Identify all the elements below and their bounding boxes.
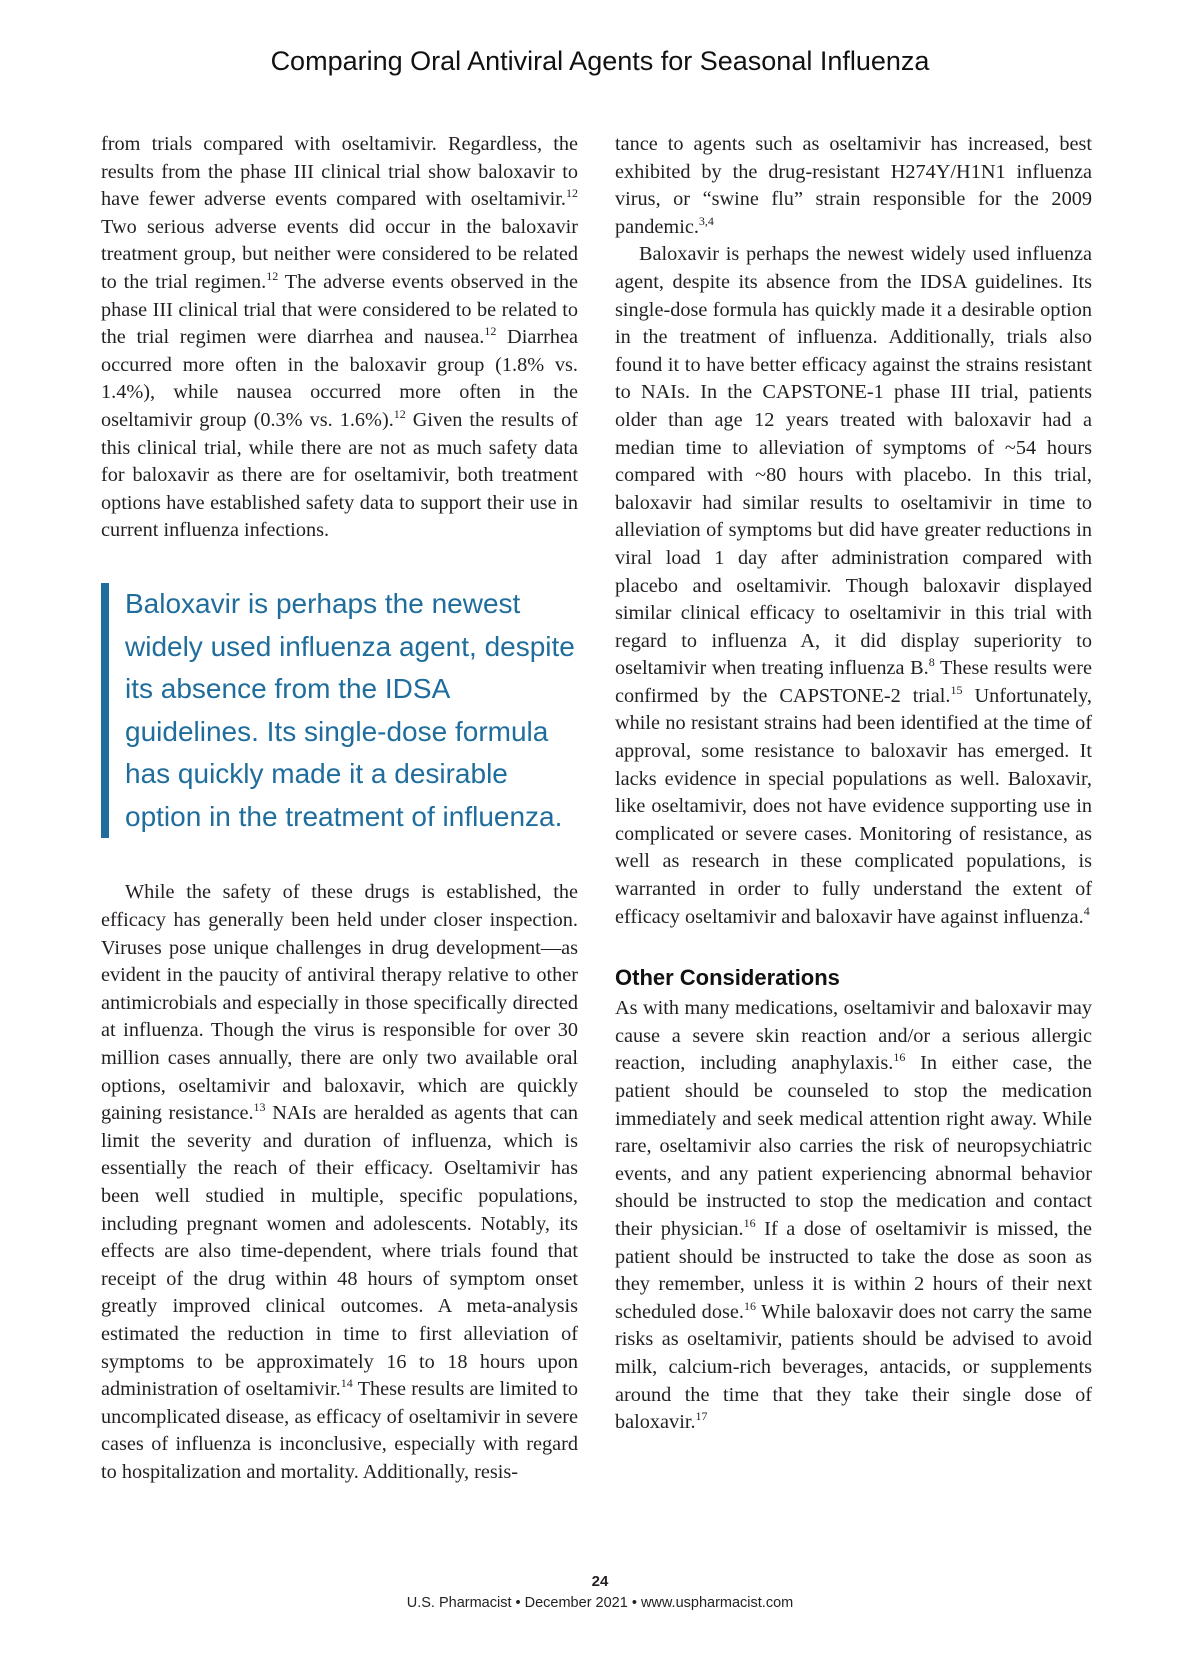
pull-quote: Baloxavir is perhaps the newest widely used influenza agent, despite its absence from the IDSA guidelines. Its single-dose formula has quickly made it a desirable option in the treatment of influenza.	[101, 583, 578, 839]
reference-superscript: 8	[928, 655, 935, 670]
reference-superscript: 13	[253, 1100, 266, 1115]
body-paragraph: While the safety of these drugs is established, the efficacy has generally been held under closer inspection. Viruses pose unique challenges in drug development—as evident in the paucity of antiviral therapy relative to other antimicrobials and especially in those specifically directed at influenza. Though the virus is responsible for over 30 million cases annually, there are only two available oral options, oseltamivir and baloxavir, which are quickly gaining resistance.$^{13}$ NAIs are heralded as agents that can limit the severity and duration of influenza, which is essentially the reach of their efficacy. Oseltamivir has been well studied in multiple, specific populations, including pregnant women and adolescents. Notably, its effects are also time-dependent, where trials found that receipt of the drug within 48 hours of symptom onset greatly improved clinical outcomes. A meta-analysis estimated the reduction in time to first alleviation of symptoms to be approximately 16 to 18 hours upon administration of oseltamivir.$^{14}$ These results are limited to uncomplicated disease, as efficacy of oseltamivir in severe cases of influenza is inconclusive, especially with regard to hospitalization and mortality. Additionally, resis-	[101, 881, 578, 1483]
reference-superscript: 14	[340, 1376, 353, 1391]
reference-superscript: 17	[695, 1409, 708, 1424]
publication-footer: U.S. Pharmacist • December 2021 • www.uspharmacist.com	[406, 1595, 794, 1611]
body-paragraph: As with many medications, oseltamivir and baloxavir may cause a severe skin reaction and/or a serious allergic reaction, including anaphylaxis.$^{16}$ In either case, the patient should be counseled to stop the medication immediately and seek medical attention right away. While rare, oseltamivir also carries the risk of neuropsychiatric events, and any patient experiencing abnormal behavior should be instructed to stop the medication and contact their physician.$^{16}$ If a dose of oseltamivir is missed, the patient should be instructed to take the dose as soon as they remember, unless it is within 2 hours of their next scheduled dose.$^{16}$ While baloxavir does not carry the same risks as oseltamivir, patients should be advised to avoid milk, calcium-rich beverages, antacids, or supplements around the time that they take their single dose of baloxavir.$^{17}$	[615, 997, 1093, 1434]
page-number: 24	[591, 1573, 609, 1590]
reference-superscript: 12	[266, 269, 279, 284]
left-column	[101, 131, 578, 1487]
reference-superscript: 16	[743, 1298, 756, 1313]
reference-superscript: 15	[950, 683, 963, 698]
body-paragraph: from trials compared with oseltamivir. Regardless, the results from the phase III clinical trial show baloxavir to have fewer adverse events compared with oseltamivir.$^{12}$ Two serious adverse events did occur in the baloxavir treatment group, but neither were considered to be related to the trial regimen.$^{12}$ The adverse events observed in the phase III clinical trial that were considered to be related to the trial regimen were diarrhea and nausea.$^{12}$ Diarrhea occurred more often in the baloxavir group (1.8% vs. 1.4%), while nausea occurred more often in the oseltamivir group (0.3% vs. 1.6%).$^{12}$ Given the results of this clinical trial, while there are not as much safety data for baloxavir as there are for oseltamivir, both treatment options have established safety data to support their use in current influenza infections.	[101, 133, 578, 542]
reference-superscript: 16	[743, 1216, 756, 1231]
reference-superscript: 16	[893, 1050, 906, 1065]
reference-superscript: 12	[393, 407, 406, 422]
body-paragraph: tance to agents such as oseltamivir has increased, best exhibited by the drug-resistant H274Y/H1N1 influenza virus, or “swine flu” strain responsible for the 2009 pandemic.$^{3,4}$	[615, 133, 1092, 238]
right-column	[615, 131, 1092, 1437]
body-paragraph: Baloxavir is perhaps the newest widely used influenza agent, despite its absence from the IDSA guidelines. Its single-dose formula has quickly made it a desirable option in the treatment of influenza. Additionally, trials also found it to have better efficacy against the strains resistant to NAIs. In the CAPSTONE-1 phase III trial, patients older than age 12 years treated with baloxavir had a median time to alleviation of symptoms of ~54 hours compared with ~80 hours with placebo. In this trial, baloxavir had similar results to oseltamivir in time to alleviation of symptoms but did have greater reductions in viral load 1 day after administration compared with placebo and oseltamivir. Though baloxavir displayed similar clinical efficacy to oseltamivir in this trial with regard to influenza A, it did display superiority to oseltamivir when treating influenza B.$^8$ These results were confirmed by the CAPSTONE-2 trial.$^{15}$ Unfortunately, while no resistant strains had been identified at the time of approval, some resistance to baloxavir has emerged. It lacks evidence in special populations as well. Baloxavir, like oseltamivir, does not have evidence supporting use in complicated or severe cases. Monitoring of resistance, as well as research in these complicated populations, is warranted in order to fully understand the extent of efficacy oseltamivir and baloxavir have against influenza.$^4$	[615, 243, 1093, 928]
section-heading: Other Considerations	[615, 965, 840, 991]
reference-superscript: 3,4	[698, 214, 714, 229]
reference-superscript: 12	[484, 324, 497, 339]
reference-superscript: 12	[566, 186, 578, 201]
running-header: Comparing Oral Antiviral Agents for Seasonal Influenza	[270, 46, 930, 76]
reference-superscript: 4	[1083, 903, 1090, 918]
